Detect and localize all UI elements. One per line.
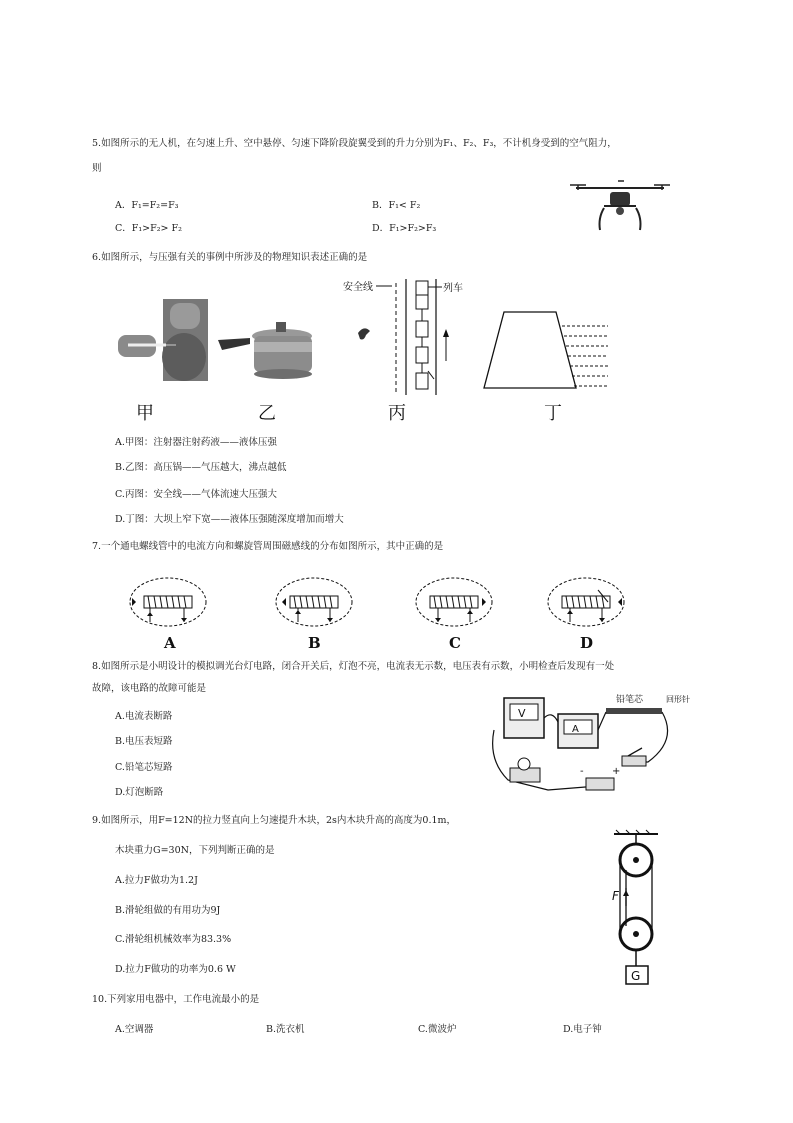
weight-label: G bbox=[631, 969, 641, 983]
syringe-photo bbox=[118, 299, 208, 381]
q8-option-c: C.铅笔芯短路 bbox=[115, 762, 173, 773]
q7-label-d: D bbox=[580, 634, 594, 652]
q5-option-a: A．F₁=F₂=F₃ bbox=[115, 200, 179, 211]
q8-stem: 8.如图所示是小明设计的模拟调光台灯电路，闭合开关后，灯泡不亮，电流表无示数，电压表有示数，小明检查后发现有一处 bbox=[92, 661, 615, 672]
q8-option-b: B.电压表短路 bbox=[115, 736, 173, 747]
q7-label-b: B bbox=[308, 634, 321, 652]
q10-option-b: B.洗衣机 bbox=[266, 1024, 305, 1035]
pulley-system-figure bbox=[606, 830, 666, 986]
pencil-label: 铅笔芯 bbox=[616, 695, 644, 705]
svg-text:-: - bbox=[580, 766, 584, 777]
q5-option-b: B．F₁< F₂ bbox=[372, 200, 421, 211]
solenoid-c bbox=[414, 572, 494, 632]
q9-option-b: B.滑轮组做的有用功为9J bbox=[115, 905, 221, 916]
svg-text:A: A bbox=[572, 724, 579, 735]
train-label: 列车 bbox=[443, 283, 463, 294]
q5-stem: 5.如图所示的无人机，在匀速上升、空中悬停、匀速下降阶段旋翼受到的升力分别为F₁、F₂、F₃，不计机身受到的空气阻力， bbox=[92, 138, 617, 149]
q6-option-d: D.丁图：大坝上窄下宽——液体压强随深度增加而增大 bbox=[115, 514, 344, 525]
q5-stem-cont: 则 bbox=[92, 163, 102, 174]
pressure-cooker-photo bbox=[216, 318, 320, 380]
q9-stem: 9.如图所示，用F=12N的拉力竖直向上匀速提升木块，2s内木块升高的高度为0.1m， bbox=[92, 815, 457, 826]
circuit-figure bbox=[488, 690, 690, 802]
q10-option-c: C.微波炉 bbox=[418, 1024, 457, 1035]
q5-option-c: C．F₁>F₂> F₂ bbox=[115, 223, 182, 234]
q10-option-a: A.空调器 bbox=[115, 1024, 154, 1035]
q10-option-d: D.电子钟 bbox=[563, 1024, 602, 1035]
svg-text:+: + bbox=[612, 766, 621, 777]
svg-text:V: V bbox=[518, 707, 526, 720]
q6-option-c: C.丙图：安全线——气体流速大压强大 bbox=[115, 489, 277, 500]
q9-option-c: C.滑轮组机械效率为83.3% bbox=[115, 934, 232, 945]
q8-option-a: A.电流表断路 bbox=[115, 711, 173, 722]
q6-stem: 6.如图所示，与压强有关的事例中所涉及的物理知识表述正确的是 bbox=[92, 252, 368, 263]
solenoid-d bbox=[546, 572, 626, 632]
solenoid-a bbox=[128, 572, 208, 632]
solenoid-b bbox=[274, 572, 354, 632]
q6-label-yi: 乙 bbox=[258, 403, 276, 424]
drone-figure bbox=[568, 178, 672, 234]
q8-stem-cont: 故障，该电路的故障可能是 bbox=[92, 683, 207, 694]
q6-label-bing: 丙 bbox=[388, 403, 406, 424]
q7-stem: 7.一个通电螺线管中的电流方向和螺旋管周围磁感线的分布如图所示，其中正确的是 bbox=[92, 541, 444, 552]
safety-line-diagram bbox=[340, 275, 463, 395]
q6-option-b: B.乙图：高压锅——气压越大，沸点越低 bbox=[115, 462, 287, 473]
q6-label-ding: 丁 bbox=[544, 403, 562, 424]
force-label: F bbox=[612, 889, 619, 903]
q5-option-d: D．F₁>F₂>F₃ bbox=[372, 223, 437, 234]
q9-option-d: D.拉力F做功的功率为0.6 W bbox=[115, 964, 236, 975]
q7-label-c: C bbox=[449, 634, 461, 652]
q9-stem-cont: 木块重力G=30N，下列判断正确的是 bbox=[115, 845, 275, 856]
q6-label-jia: 甲 bbox=[136, 403, 154, 424]
q10-stem: 10.下列家用电器中，工作电流最小的是 bbox=[92, 994, 260, 1005]
clip-label: 回形针 bbox=[666, 695, 690, 704]
q7-label-a: A bbox=[164, 634, 176, 652]
dam-diagram bbox=[484, 312, 608, 390]
q8-option-d: D.灯泡断路 bbox=[115, 787, 164, 798]
safety-line-label: 安全线 bbox=[343, 282, 373, 293]
q6-option-a: A.甲图：注射器注射药液——液体压强 bbox=[115, 437, 277, 448]
q9-option-a: A.拉力F做功为1.2J bbox=[115, 875, 198, 886]
